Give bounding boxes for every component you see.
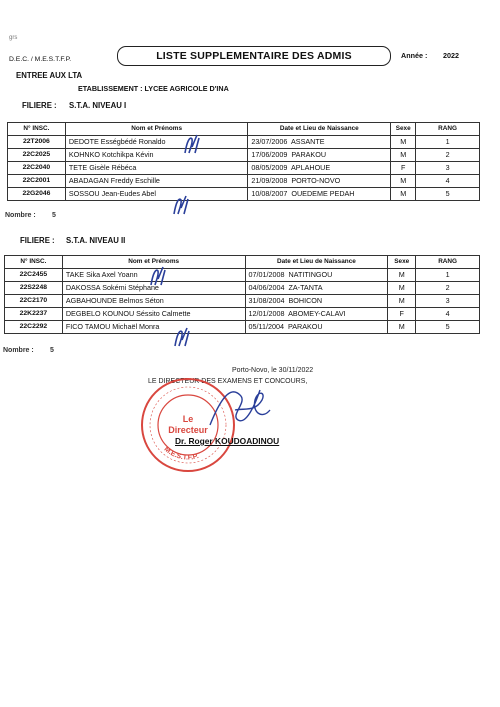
section2-filiere-name: S.T.A. NIVEAU II (66, 236, 126, 245)
section2-filiere-label: FILIERE : (20, 236, 55, 245)
stamp-center-line1: Le (182, 414, 194, 424)
table-row (8, 136, 480, 149)
section1-count: 5 (52, 212, 56, 219)
col-header-birth: Date et Lieu de Naissance (248, 123, 391, 136)
birth-cell (248, 136, 391, 149)
signer-name: Dr. Roger KOUDOADINOU (175, 436, 280, 446)
birth-cell (248, 149, 391, 162)
sex-cell: M (391, 188, 416, 201)
insc-cell: 22K2237 (5, 308, 63, 321)
insc-cell: 22C2170 (5, 295, 63, 308)
rank-cell: 1 (416, 269, 480, 282)
table-row (8, 175, 480, 188)
birth-date: 21/09/2008 (251, 176, 288, 185)
sex-cell: M (388, 269, 416, 282)
rank-cell: 4 (416, 308, 480, 321)
birth-date: 12/01/2008 (248, 309, 285, 318)
col-header-insc: N° INSC. (8, 123, 66, 136)
birth-place: BOHICON (288, 296, 323, 305)
sex-cell: M (388, 282, 416, 295)
insc-cell: 22C2292 (5, 321, 63, 334)
table-row (5, 295, 480, 308)
stamp-center-line2: Directeur (168, 425, 208, 435)
section1-table (7, 122, 480, 201)
insc-cell: 22C2001 (8, 175, 66, 188)
section2-count-label: Nombre : (3, 347, 34, 354)
handwritten-signature (200, 380, 280, 440)
name-cell: TETE Gisèle Rébéca (65, 162, 248, 175)
sex-cell: M (391, 149, 416, 162)
birth-cell (245, 282, 388, 295)
insc-cell: 22S2248 (5, 282, 63, 295)
birth-date: 10/08/2007 (251, 189, 288, 198)
sex-cell: M (388, 321, 416, 334)
birth-place: PARAKOU (287, 322, 323, 331)
table-row (5, 308, 480, 321)
rank-cell: 2 (416, 149, 480, 162)
col-header-birth: Date et Lieu de Naissance (245, 256, 388, 269)
col-header-sex: Sexe (388, 256, 416, 269)
birth-date: 17/06/2009 (251, 150, 288, 159)
section1-filiere-name: S.T.A. NIVEAU I (69, 101, 127, 110)
corner-mark: grs (9, 35, 18, 41)
col-header-name: Nom et Prénoms (65, 123, 248, 136)
rank-cell: 2 (416, 282, 480, 295)
signer-role: LE DIRECTEUR DES EXAMENS ET CONCOURS, (148, 378, 308, 385)
name-cell: DAKOSSA Sokémi Stéphane (62, 282, 245, 295)
birth-place: ASSANTE (291, 137, 325, 146)
birth-cell (245, 308, 388, 321)
birth-cell (245, 269, 388, 282)
birth-cell (248, 175, 391, 188)
birth-cell (245, 295, 388, 308)
birth-date: 05/11/2004 (248, 322, 284, 331)
insc-cell: 22C2040 (8, 162, 66, 175)
table-row (8, 149, 480, 162)
col-header-insc: N° INSC. (5, 256, 63, 269)
rank-cell: 3 (416, 295, 480, 308)
insc-cell: 22C2455 (5, 269, 63, 282)
col-header-sex: Sexe (391, 123, 416, 136)
initials-mark (171, 326, 193, 350)
sex-cell: M (388, 295, 416, 308)
school-label: ETABLISSEMENT : LYCEE AGRICOLE D'INA (78, 84, 229, 93)
name-cell: AGBAHOUNDE Belmos Séton (62, 295, 245, 308)
initials-mark (181, 133, 203, 157)
rank-cell: 5 (416, 188, 480, 201)
birth-place: PARAKOU (291, 150, 327, 159)
insc-cell: 22T2006 (8, 136, 66, 149)
table-header-row (5, 256, 480, 269)
birth-place: APLAHOUE (291, 163, 331, 172)
name-cell: DEGBELO KOUNOU Séssito Calmette (62, 308, 245, 321)
name-cell: DEDOTE Ességbédé Ronaldo (65, 136, 248, 149)
initials-mark (147, 265, 169, 289)
birth-date: 07/01/2008 (248, 270, 285, 279)
birth-date: 31/08/2004 (248, 296, 285, 305)
entry-label: ENTREE AUX LTA (16, 71, 83, 80)
table-row (5, 282, 480, 295)
name-cell: KOHNKO Kotchikpa Kévin (65, 149, 248, 162)
birth-date: 23/07/2006 (251, 137, 288, 146)
place-date: Porto-Novo, le 30/11/2022 (232, 367, 314, 374)
col-header-rank: RANG (416, 256, 480, 269)
org-label: D.E.C. / M.E.S.T.F.P. (9, 56, 72, 63)
rank-cell: 4 (416, 175, 480, 188)
section1-filiere-label: FILIERE : (22, 101, 57, 110)
birth-cell (245, 321, 388, 334)
birth-place: PORTO-NOVO (291, 176, 341, 185)
year-value: 2022 (443, 51, 459, 60)
initials-mark (170, 194, 192, 218)
insc-cell: 22C2025 (8, 149, 66, 162)
birth-date: 08/05/2009 (251, 163, 288, 172)
rank-cell: 5 (416, 321, 480, 334)
birth-place: ZA-TANTA (288, 283, 323, 292)
rank-cell: 3 (416, 162, 480, 175)
sex-cell: M (391, 175, 416, 188)
page-title: LISTE SUPPLEMENTAIRE DES ADMIS (117, 46, 391, 66)
birth-place: NATITINGOU (288, 270, 333, 279)
birth-cell (248, 162, 391, 175)
section2-count: 5 (50, 347, 54, 354)
birth-date: 04/06/2004 (248, 283, 285, 292)
insc-cell: 22G2046 (8, 188, 66, 201)
stamp-ring-text: M.E.S.T.F.P. (162, 445, 200, 462)
name-cell: TAKE Sika Axel Yoann (62, 269, 245, 282)
table-row (5, 269, 480, 282)
name-cell: FICO TAMOU Michaël Monra (62, 321, 245, 334)
table-row (8, 188, 480, 201)
svg-text:M.E.S.T.F.P. (163, 446, 200, 462)
birth-place: ABOMEY-CALAVI (288, 309, 346, 318)
year-label: Année : (401, 51, 428, 60)
sex-cell: F (391, 162, 416, 175)
rank-cell: 1 (416, 136, 480, 149)
table-row (5, 321, 480, 334)
name-cell: ABADAGAN Freddy Eschille (65, 175, 248, 188)
section2-table (4, 255, 480, 334)
col-header-name: Nom et Prénoms (62, 256, 245, 269)
birth-cell (248, 188, 391, 201)
section1-count-label: Nombre : (5, 212, 36, 219)
sex-cell: F (388, 308, 416, 321)
col-header-rank: RANG (416, 123, 480, 136)
sex-cell: M (391, 136, 416, 149)
birth-place: OUEDEME PEDAH (291, 189, 355, 198)
name-cell: SOSSOU Jean-Eudes Abel (65, 188, 248, 201)
table-row (8, 162, 480, 175)
table-header-row (8, 123, 480, 136)
